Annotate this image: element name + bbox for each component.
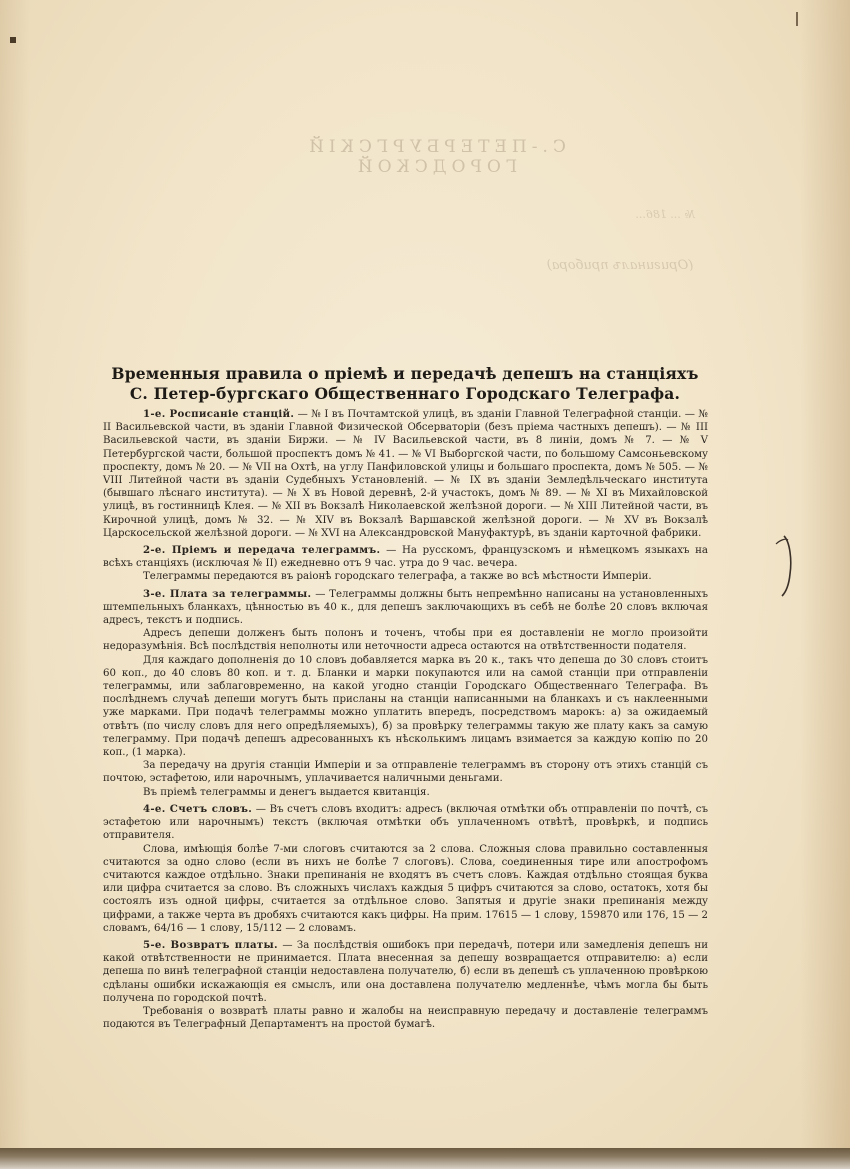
section-paragraph [103, 803, 708, 843]
section-paragraph: Для каждаго дополненія до 10 словъ добавляется марка въ 20 к., такъ что депеша до 30 словъ стоитъ 60 коп., до 40 словъ 80 коп. и т. д. Бланки и марки покупаются или на самой станціи при отправленіи телеграммы, или заблаговременно, на какой угодно станціи Городскаго Общественнаго Телеграфа. Въ послѣднемъ случаѣ депеши могутъ быть присланы на станціи написанными на бланкахъ и съ наклеенными уже марками. При подачѣ телеграммы можно уплатить впередъ, посредствомъ марокъ: а) за ожидаемый отвѣтъ (по числу словъ для него опредѣляемыхъ), б) за провѣрку телеграммы такую же плату какъ за самую телеграмму. При подачѣ депешъ адресованныхъ къ нѣсколькимъ лицамъ взимается за каждую копію по 20 коп., (1 марка). [103, 654, 708, 759]
section-paragraph [103, 408, 708, 540]
section-text: — За послѣдствія ошибокъ при передачѣ, потери или замедленія депешъ ни какой отвѣтственности не принимается. Плата внесенная за депешу возвращается отправителю: а) если депеша по винѣ телеграфной станціи недоставлена получателю, б) если въ депешѣ съ уплаченною провѣркою сдѣланы ошибки искажающія ея смыслъ, или она доставлена получателю медленнѣе, чѣмъ могла бы быть получена по городской почтѣ. [103, 939, 709, 1004]
section-text: — № I въ Почтамтской улицѣ, въ зданіи Главной Телеграфной станціи. — № II Васильевской части, въ зданіи Главной Физической Обсерваторіи (безъ пріема частныхъ депешъ). — № III Васильевской части, въ зданіи Биржи. — № IV Васильевской части, въ 8 линіи, домъ № 7. — № V Петербургской части, большой проспектъ домъ № 41. — № VI Выборгской части, по большому Самсоньевскому проспекту, домъ № 20. — № VII на Охтѣ, на углу Панфиловской улицы и большаго проспекта, домъ № 505. — № VIII Литейной части въ зданіи Судебныхъ Установленій. — № IX въ зданіи Земледѣльческаго института (бывшаго лѣснаго института). — № X въ Новой деревнѣ, 2-й участокъ, домъ № 89. — № XI въ Михайловской улицѣ, въ гостинницѣ Клея. — № XII въ Вокзалѣ Николаевской желѣзной дороги. — № XIII Литейной части, въ Кирочной улицѣ, домъ № 32. — № XIV въ Вокзалѣ Варшавской желѣзной дороги. — № XV въ Вокзалѣ Царскосельской желѣзной дороги. — № XVI на Александровской Мануфактурѣ, въ зданіи карточной фабрики. [103, 409, 708, 539]
section-paragraph: Въ пріемѣ телеграммы и денегъ выдается квитанція. [143, 786, 430, 798]
section-paragraph [103, 544, 708, 570]
section-text: — Въ счетъ словъ входитъ: адресъ (включая отмѣтки объ отправленіи по почтѣ, съ эстафетою или нарочнымъ) текстъ (включая отмѣтки объ уплаченномъ отвѣтѣ, провѣркѣ, и подпись отправителя. [103, 803, 708, 842]
section-paragraph: Адресъ депеши долженъ быть полонъ и точенъ, чтобы при ея доставленіи не могло произойти недоразумѣнія. Всѣ послѣдствія неполноты или неточности адреса остаются на отвѣтственности подателя. [103, 628, 708, 653]
scan-edge-strip [0, 1148, 850, 1169]
document-body [103, 408, 708, 1035]
section-text: — На русскомъ, французскомъ и нѣмецкомъ языкахъ на всѣхъ станціяхъ (исключая № II) ежедневно отъ 9 час. утра до 9 час. вечера. [103, 545, 708, 570]
section-paragraph [103, 939, 708, 1005]
section-heading: 2-е. Пріемъ и передача телеграммъ. [143, 544, 381, 557]
section-paragraph [103, 588, 708, 628]
top-tick-mark [796, 12, 798, 26]
corner-mark [10, 37, 16, 43]
section-paragraph: Требованія о возвратѣ платы равно и жалобы на неисправную передачу и доставленіе телеграммъ подаются въ Телеграфный Департаментъ на простой бумагѣ. [103, 1005, 708, 1031]
bleed-through-subtitle: (Оригиналъ прибора) [546, 258, 694, 273]
section-text: — Телеграммы должны быть непремѣнно написаны на установленныхъ штемпельныхъ бланкахъ, цѣнностью въ 40 к., для депешъ заключающихъ въ себѣ не болѣе 20 словъ включая адресъ, текстъ и подпись. [103, 588, 708, 627]
pencil-mark [770, 530, 810, 600]
section-paragraph: Телеграммы передаются въ раіонѣ городскаго телеграфа, а также во всѣ мѣстности Имперіи. [143, 571, 652, 583]
section-word-count [103, 803, 708, 935]
edge-stain-left [0, 0, 30, 1148]
section-heading: 4-е. Счетъ словъ. [143, 802, 253, 815]
bleed-through-number: № ... 186... [635, 208, 695, 221]
bleed-through-heading: С.-ПЕТЕРБУРГСКІЙ ГОРОДСКОЙ [304, 137, 566, 177]
section-paragraph: Слова, имѣющія болѣе 7-ми слоговъ считаются за 2 слова. Сложныя слова правильно составленныя считаются за одно слово (если въ нихъ не болѣе 7 слоговъ). Слова, соединенныя тире или апострофомъ считаются каждое отдѣльно. Знаки препинанія не входятъ въ счетъ словъ. Каждая отдѣльно стоящая буква или цифра считается за слово. Въ сложныхъ числахъ каждыя 5 цифръ считаются за слово, остатокъ, хотя бы состоялъ изъ одной цифры, считается за отдѣльное слово. Запятыя и другіе знаки препинанія между цифрами, а также черта въ дробяхъ считаются какъ цифры. На прим. 17615 — 1 слову, 159870 или 176, 15 — 2 словамъ, 64/16 — 1 слову, 15/112 — 2 словамъ. [103, 843, 708, 934]
section-refund [103, 939, 708, 1031]
section-reception [103, 544, 708, 584]
section-heading: 5-е. Возвратъ платы. [143, 938, 278, 951]
section-paragraph: За передачу на другія станціи Имперіи и за отправленіе телеграммъ въ сторону отъ этихъ станцій съ почтою, эстафетою, или нарочнымъ, уплачивается наличными деньгами. [103, 760, 708, 785]
section-heading: 3-е. Плата за телеграммы. [143, 587, 312, 600]
section-schedule [103, 408, 708, 540]
section-heading: 1-е. Росписаніе станцій. [143, 408, 295, 420]
section-payment [103, 588, 708, 799]
document-title: Временныя правила о пріемѣ и передачѣ депешъ на станціяхъ С. Петер-бургскаго Общественнаго Городскаго Телеграфа. [111, 364, 699, 403]
